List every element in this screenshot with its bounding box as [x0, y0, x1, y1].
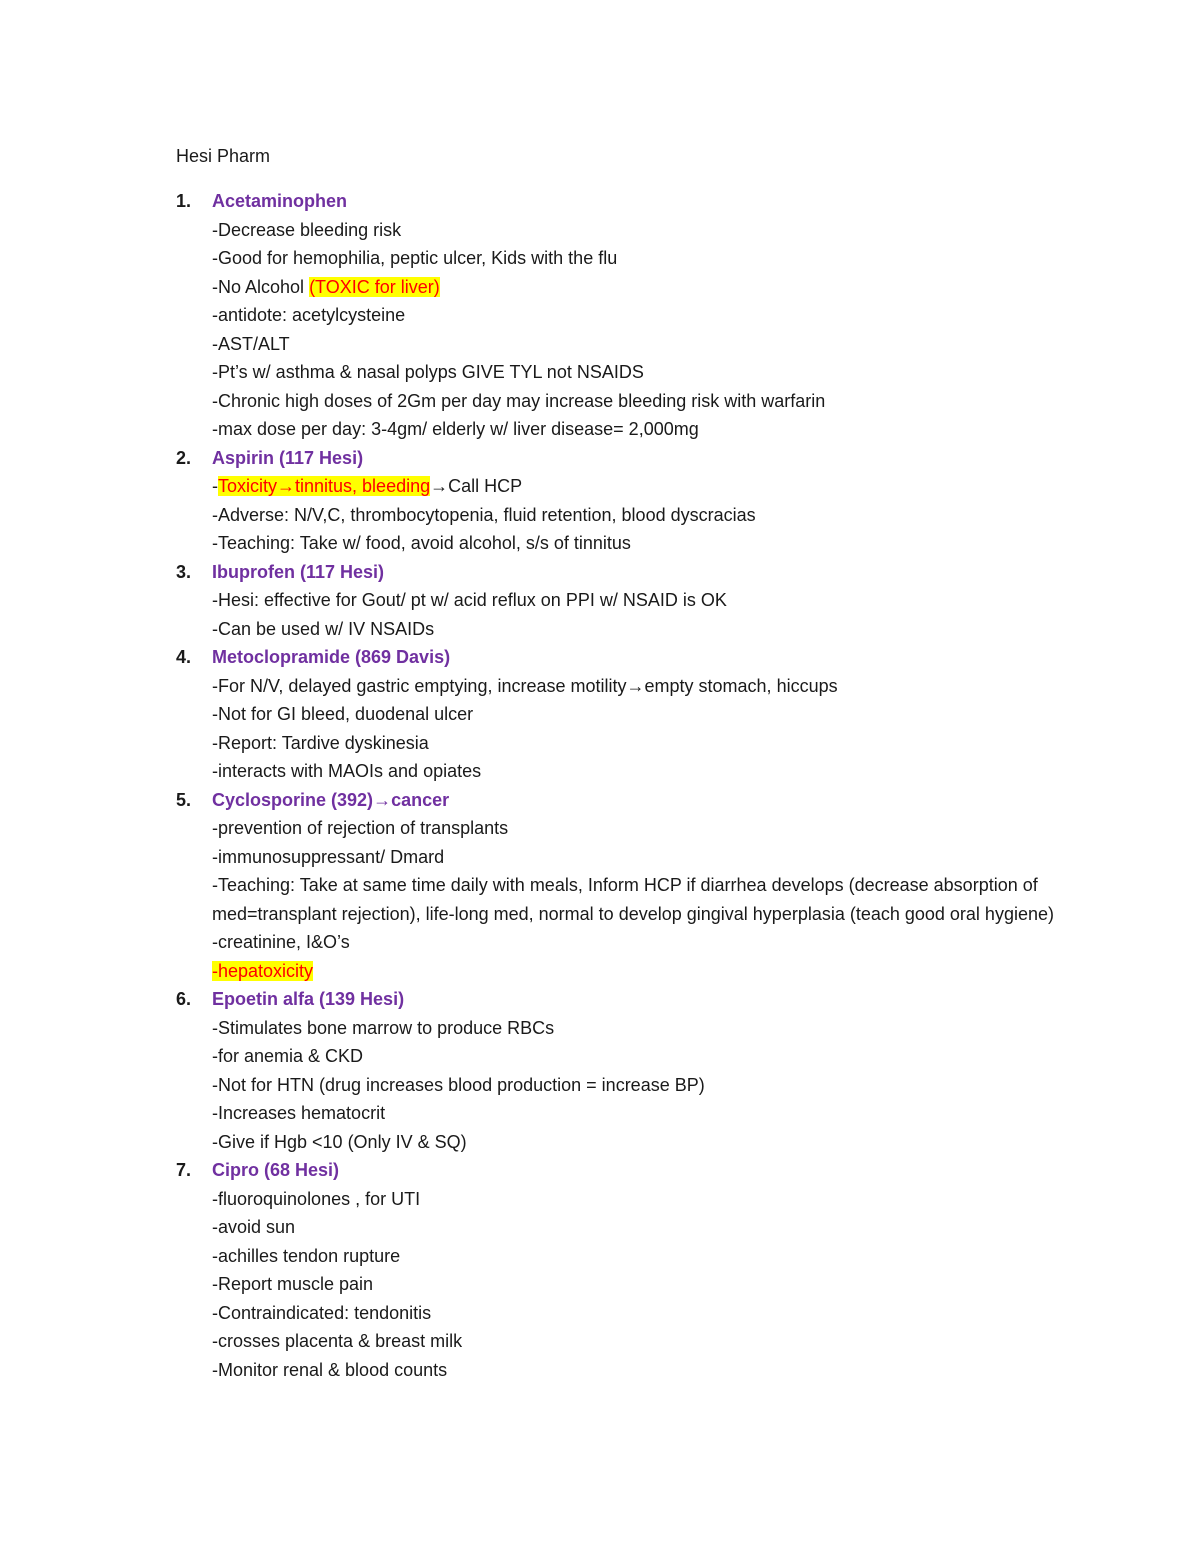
document-title: Hesi Pharm — [176, 146, 271, 166]
highlighted-text: - — [212, 960, 218, 981]
drug-note — [212, 1128, 1076, 1157]
drug-item — [176, 1156, 1076, 1384]
drug-note — [212, 1270, 1076, 1299]
arrow-icon: → — [277, 476, 296, 496]
text-segment: -Hesi: effective for Gout/ pt w/ acid reflux on PPI w/ NSAID is OK — [212, 590, 727, 610]
drug-name — [212, 444, 1076, 473]
text-segment: - — [212, 476, 218, 496]
text-segment: -interacts with MAOIs and opiates — [212, 761, 482, 781]
text-segment: -Not for GI bleed, duodenal ulcer — [212, 704, 474, 724]
drug-name — [212, 786, 1076, 815]
drug-details — [212, 985, 1076, 1156]
highlighted-text: (TOXIC for liver) — [309, 276, 440, 297]
text-segment: -fluoroquinolones , for UTI — [212, 1188, 421, 1209]
drug-note — [212, 387, 1076, 416]
drug-note — [212, 301, 1076, 330]
list-number: 1. — [176, 191, 192, 211]
drug-note — [212, 244, 1076, 273]
drug-details — [212, 1156, 1076, 1384]
text-segment: -for anemia & CKD — [212, 1046, 364, 1066]
drug-note — [212, 700, 1076, 729]
drug-details — [212, 187, 1076, 444]
text-segment: -avoid sun — [212, 1217, 296, 1237]
drug-note — [212, 1014, 1076, 1043]
text-segment: -For N/V, delayed gastric emptying, increase motility — [212, 675, 627, 696]
text-segment: empty stomach, hiccups — [644, 675, 838, 696]
text-segment: Metoclopramide (869 Davis) — [212, 647, 451, 667]
text-segment: -Pt’s w/ asthma & nasal polyps GIVE TYL not NSAIDS — [212, 362, 644, 382]
drug-item — [176, 558, 1076, 644]
list-number: 4. — [176, 647, 192, 667]
drug-note — [212, 928, 1076, 957]
text-segment: -Increases hematocrit — [212, 1103, 386, 1123]
arrow-icon: → — [626, 675, 645, 696]
text-segment: Ibuprofen (117 Hesi) — [212, 561, 385, 582]
drug-item — [176, 643, 1076, 786]
drug-note — [212, 330, 1076, 359]
drug-note — [212, 358, 1076, 387]
highlighted-text: hepatoxicity — [218, 960, 314, 981]
drug-name — [212, 1156, 1076, 1185]
drug-note — [212, 1213, 1076, 1242]
text-segment: -achilles tendon rupture — [212, 1245, 401, 1266]
text-segment: -Monitor renal & blood counts — [212, 1359, 448, 1380]
text-segment: Cipro (68 Hesi) — [212, 1160, 340, 1180]
text-segment: -antidote: acetylcysteine — [212, 305, 406, 325]
list-number: 6. — [176, 989, 192, 1009]
list-number: 2. — [176, 447, 192, 468]
list-number: 3. — [176, 561, 192, 582]
drug-note — [212, 843, 1076, 872]
text-segment: -Stimulates bone marrow to produce RBCs — [212, 1017, 555, 1038]
text-segment: -max dose per day: 3-4gm/ elderly w/ liver disease= 2,000mg — [212, 419, 699, 439]
drug-note — [212, 1071, 1076, 1100]
drug-details — [212, 786, 1076, 986]
drug-note — [212, 757, 1076, 786]
drug-note — [212, 957, 1076, 986]
drug-name — [212, 985, 1076, 1014]
drug-note — [212, 871, 1076, 928]
drug-item — [176, 786, 1076, 986]
drug-note — [212, 529, 1076, 558]
text-segment: Call HCP — [448, 476, 523, 496]
text-segment: -Chronic high doses of 2Gm per day may increase bleeding risk with warfarin — [212, 390, 826, 411]
text-segment: -creatinine, I&O’s — [212, 932, 350, 952]
drug-list — [176, 187, 1076, 1384]
drug-note — [212, 1185, 1076, 1214]
drug-details — [212, 558, 1076, 644]
drug-note — [212, 216, 1076, 245]
text-segment: Acetaminophen — [212, 191, 348, 211]
text-segment: -Decrease bleeding risk — [212, 219, 402, 240]
text-segment: -Contraindicated: tendonitis — [212, 1302, 432, 1323]
text-segment: -Adverse: N/V,C, thrombocytopenia, fluid retention, blood dyscracias — [212, 504, 756, 525]
text-segment: -prevention of rejection of transplants — [212, 818, 509, 838]
text-segment: -Give if Hgb <10 (Only IV & SQ) — [212, 1131, 467, 1152]
list-number: 7. — [176, 1160, 192, 1180]
list-number: 5. — [176, 789, 192, 810]
text-segment: cancer — [391, 789, 450, 810]
drug-name — [212, 187, 1076, 216]
drug-note — [212, 586, 1076, 615]
text-segment: -immunosuppressant/ Dmard — [212, 846, 445, 867]
drug-note — [212, 615, 1076, 644]
drug-note — [212, 1242, 1076, 1271]
drug-note — [212, 472, 1076, 501]
drug-note — [212, 1327, 1076, 1356]
drug-name — [212, 558, 1076, 587]
drug-note — [212, 273, 1076, 302]
drug-note — [212, 501, 1076, 530]
drug-note — [212, 1299, 1076, 1328]
drug-item — [176, 444, 1076, 558]
drug-details — [212, 643, 1076, 786]
text-segment: -Report: Tardive dyskinesia — [212, 732, 429, 753]
text-segment: -Can be used w/ IV NSAIDs — [212, 618, 435, 639]
highlighted-text: tinnitus, bleeding — [295, 476, 431, 496]
text-segment: Aspirin (117 Hesi) — [212, 447, 364, 468]
drug-note — [212, 672, 1076, 701]
text-segment: -No Alcohol — [212, 276, 310, 297]
arrow-icon: → — [373, 789, 392, 810]
drug-note — [212, 1356, 1076, 1385]
drug-note — [212, 814, 1076, 843]
arrow-icon: → — [430, 476, 449, 496]
drug-name — [212, 643, 1076, 672]
drug-details — [212, 444, 1076, 558]
drug-note — [212, 729, 1076, 758]
text-segment: -Report muscle pain — [212, 1274, 374, 1294]
text-segment: Epoetin alfa (139 Hesi) — [212, 989, 405, 1009]
drug-note — [212, 415, 1076, 444]
drug-note — [212, 1042, 1076, 1071]
text-segment: -Teaching: Take w/ food, avoid alcohol, s/s of tinnitus — [212, 533, 631, 553]
highlighted-text: Toxicity — [218, 476, 278, 496]
text-segment: Cyclosporine (392) — [212, 789, 374, 810]
drug-note — [212, 1099, 1076, 1128]
text-segment: -Not for HTN (drug increases blood production = increase BP) — [212, 1074, 705, 1095]
text-segment: -Teaching: Take at same time daily with meals, Inform HCP if diarrhea develops (decrease absorption of med=transplant rejection), life-long med, normal to develop gingival hyperplasia (teach good oral hygiene) — [212, 875, 1054, 924]
text-segment: -crosses placenta & breast milk — [212, 1331, 463, 1351]
text-segment: -Good for hemophilia, peptic ulcer, Kids with the flu — [212, 248, 618, 268]
drug-item — [176, 985, 1076, 1156]
text-segment: -AST/ALT — [212, 333, 290, 354]
drug-item — [176, 187, 1076, 444]
